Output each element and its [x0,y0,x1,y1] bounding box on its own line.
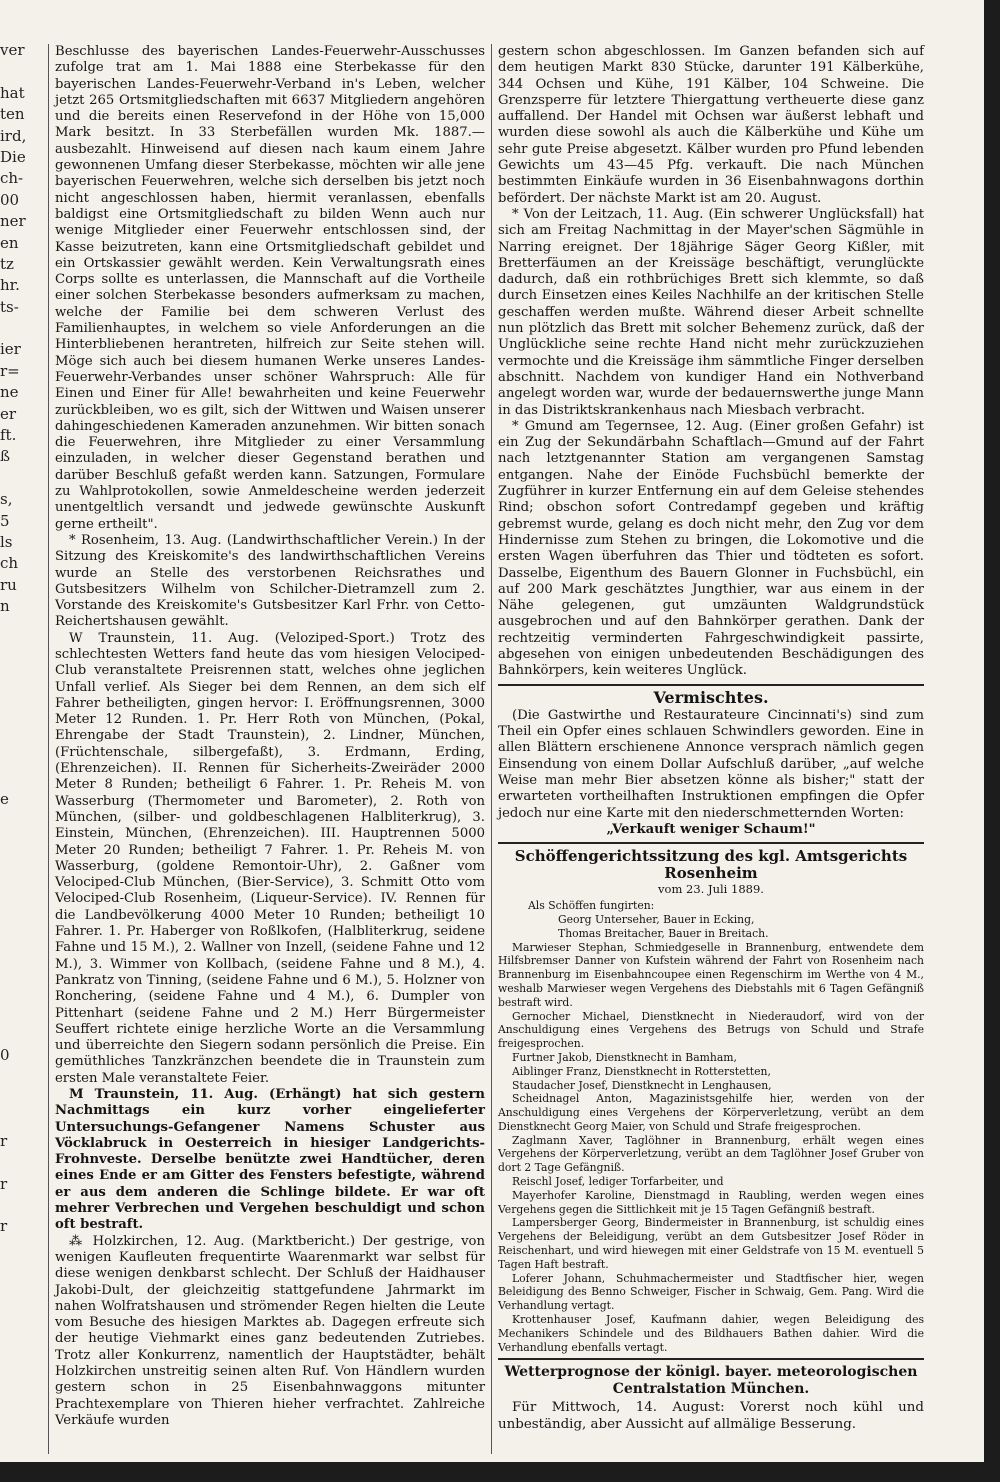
column-rule-middle [491,44,492,1454]
prev-column-line: ten [0,105,25,124]
prev-column-line [0,61,22,82]
prev-column-line [0,874,22,895]
prev-column-line: ru [0,575,17,594]
section-divider [498,842,924,844]
court-case: Zaglmann Xaver, Taglöhner in Brannenburg, erhält wegen eines Vergehens der Körperverletzung, verübt an dem Taglöhner Josef Gruber von dort 2 Tage Gefängniß. [498,1133,924,1175]
article-cincinnati: (Die Gastwirthe und Restaurateure Cincinnati's) sind zum Theil ein Opfer eines schlauen Schwindlers geworden. Eine in allen Blättern erschienene Annonce versprach nämlich gegen Einsendung von einem Dollar Aufschluß darüber, „auf welche Weise man mehr Bier absetzen könne als bisher;" statt der erwarteten vortheilhaften Instruktionen empfingen die Opfer jedoch nur eine Karte mit den niederschmetternden Worten: [498,707,924,821]
article-gmund-zug: * Gmund am Tegernsee, 12. Aug. (Einer großen Gefahr) ist ein Zug der Sekundärbahn Schaftlach—Gmund auf der Fahrt nach letztgenannter Station am vergangenen Samstag entgangen. Nahe der Einöde Fuchsbüchl bemerkte der Zugführer in kurzer Entfernung ein auf dem Geleise stehendes Rind; obschon sofort Contredampf gegeben und kräftig gebremst wurde, gelang es doch nicht mehr, den Zug vor dem Hindernisse zum Stehen zu bringen, die Lokomotive und die ersten Wagen überfuhren das Thier und tödteten es sofort. Dasselbe, Eigenthum des Bauern Glonner in Fuchsbüchl, ein auf 200 Mark geschätztes Jungthier, war aus einem in der Nähe gelegenen, gut umzäunten Waldgrundstück ausgebrochen und auf den Bahnkörper gerathen. Dank der rechtzeitig verminderten Fahrgeschwindigkeit passirte, abgesehen von einigen unbedeutenden Beschädigungen des Bahnkörpers, kein weiteres Unglück. [498,418,924,679]
section-title-schoeffengericht: Schöffengerichtssitzung des kgl. Amtsgerichts Rosenheim [514,847,908,882]
prev-column-line [0,618,22,639]
prev-column-line: ier [0,340,21,359]
court-case: Aiblinger Franz, Dienstknecht in Rotterstetten, [512,1064,771,1078]
schoeffen-cases [498,941,924,1355]
court-case: Marwieser Stephan, Schmiedgeselle in Brannenburg, entwendete dem Hilfsbremser Danner von Kufstein während der Fahrt von Rosenheim nach Brannenburg im Eisenbahncoupee einen Regenschirm im Werthe von 4 M., weshalb Marwieser wegen Vergehens des Diebstahls mit 6 Tagen Gefängniß bestraft wird. [498,940,924,1009]
prev-column-line: ird, [0,126,27,145]
prev-column-line: ts- [0,297,19,316]
prev-column-line: er [0,404,17,423]
prev-column-line [0,703,22,724]
court-case: Lampersberger Georg, Bindermeister in Brannenburg, ist schuldig eines Vergehens der Beleidigung, verübt an dem Gutsbesitzer Josef Röder in Reischenhart, und wird hiewegen mit einer Geldstrafe von 15 M. eventuell 5 Tagen Haft bestraft. [498,1216,924,1271]
prev-column-line [0,810,22,831]
schoeffe-name: Thomas Breitacher, Bauer in Breitach. [558,926,769,940]
prev-column-line: hat [0,83,25,102]
article-leitzach-unfall: * Von der Leitzach, 11. Aug. (Ein schwerer Unglücksfall) hat sich am Freitag Nachmittag in der Mayer'schen Sägmühle in Narring ereignet. Der 18jährige Säger Georg Kißler, mit Bretterfäumen an der Kreissäge beschäftigt, verunglückte dadurch, daß ein rothbrüchiges Brett sich klemmte, so daß durch Einsetzen eines Keiles Nachhilfe an der kritischen Stelle geschaffen werden mußte. Während dieser Arbeit schnellte nun plötzlich das Brett mit solcher Behemenz zurück, daß der Unglückliche seine rechte Hand nicht mehr zurückzuziehen vermochte und die Kreissäge ihm sämmtliche Finger derselben abschnitt. Nachdem von kundiger Hand ein Nothverband angelegt worden war, wurde der bedauernswerthe junge Mann in das Distriktskrankenhaus nach Miesbach verbracht. [498,206,924,418]
prev-column-line: r= [0,361,20,380]
schoeffengericht-date: vom 23. Juli 1889. [658,881,764,896]
schoeffengericht-body [498,899,924,1354]
court-case: Loferer Johann, Schuhmachermeister und Stadtfischer hier, wegen Beleidigung des Benno Schweiger, Fischer in Schwaig, Gem. Pang. Wird die Verhandlung vertagt. [498,1271,924,1313]
court-case: Furtner Jakob, Dienstknecht in Bamham, [512,1050,737,1064]
prev-column-line: ft. [0,426,17,445]
prev-column-line [0,896,22,917]
court-case: Reischl Josef, lediger Torfarbeiter, und [512,1175,724,1189]
prev-column-line: e [0,789,9,808]
prev-column-line: tz [0,254,14,273]
prev-column-line: 00 [0,190,20,209]
prev-column-line [0,938,22,959]
prev-column-line [0,917,22,938]
prev-column-line [0,468,22,489]
court-case: Scheidnagel Anton, Magazinistsgehilfe hier, werden von der Anschuldigung eines Vergehens der Körperverletzung, verübt an dem Dienstknecht Georg Maier, von Schuld und Strafe freigesprochen. [498,1092,924,1133]
prev-column-line [0,1003,22,1024]
prev-column-line [0,767,22,788]
prev-column-line: hr. [0,276,20,295]
article-traunstein-velociped: W Traunstein, 11. Aug. (Veloziped-Sport.) Trotz des schlechtesten Wetters fand heute das vom hiesigen Velociped-Club veranstaltete Preisrennen statt, welches ohne jeglichen Unfall verlief. Als Sieger bei dem Rennen, an dem sich elf Fahrer betheiligten, gingen hervor: I. Eröffnungsrennen, 3000 Meter 12 Runden. 1. Pr. Herr Roth von München, (Pokal, Ehrengabe der Stadt Traunstein), 2. Lindner, München, (Früchtenschale, silbergefaßt), 3. Erdmann, Erding, (Ehrenzeichen). II. Rennen für Sicherheits-Zweiräder 2000 Meter 8 Runden; betheiligt 6 Fahrer. 1. Pr. Reheis M. von Wasserburg (Thermometer und Barometer), 2. Roth von München, (silber- und goldbeschlagenen Halbliterkrug), 3. Einstein, München, (Ehrenzeichen). III. Hauptrennen 5000 Meter 20 Runden; betheiligt 7 Fahrer. 1. Pr. Reheis M. von Wasserburg, (goldene Remontoir-Uhr), 2. Gaßner vom Velociped-Club München, (Bier-Service), 3. Schmitt Otto vom Velociped-Club Rosenheim, (Liqueur-Service). IV. Rennen für die Landbevölkerung 4000 Meter 10 Runden; betheiligt 10 Fahrer. 1. Pr. Haberger von Roßlkofen, (Halbliterkrug, seidene Fahne und 15 M.), 2. Wallner von Inzell, (seidene Fahne und 12 M.), 3. Wimmer von Kollbach, (seidene Fahne und 8 M.), 4. Pankratz von Tinning, (seidene Fahne und 6 M.), 5. Holzner von Ronchering, (seidene Fahne und 4 M.), 6. Dumpler von Pittenhart (seidene Fahne und 2 M.) Herr Bürgermeister Seuffert richtete einige herzliche Worte an die Versammlung und überreichte den Siegern sodann persönlich die Preise. Ein gemüthliches Tanzkränzchen beendete die in Traunstein zum ersten Male veranstaltete Feier. [55,630,485,1086]
prev-column-line [0,725,22,746]
prev-column-line [0,746,22,767]
schoeffen-intro: Als Schöffen fungirten: [528,899,655,913]
prev-column-line: 5 [0,511,10,530]
prev-column-line [0,1152,22,1173]
court-case: Gernocher Michael, Dienstknecht in Niederaudorf, wird von der Anschuldigung eines Vergehens des Betrugs von Schuld und Strafe freigesprochen. [498,1009,924,1051]
prev-column-line: ls [0,532,13,551]
prev-column-line [0,1067,22,1088]
prev-column-line [0,1195,22,1216]
prev-column-line [0,1024,22,1045]
prev-column-line [0,960,22,981]
prev-column-line: ver [0,41,25,59]
column-left [55,44,485,1429]
prev-column-line: r [0,1174,8,1193]
prev-column-line: n [0,597,10,616]
schoeffe-name: Georg Unterseher, Bauer in Ecking, [558,912,755,926]
prev-column-line: Die [0,147,26,166]
section-title-wetterprognose: Wetterprognose der königl. bayer. meteorologischen Centralstation München. [504,1364,918,1398]
article-feuerwehr-sterbekasse: Beschlusse des bayerischen Landes-Feuerwehr-Ausschusses zufolge trat am 1. Mai 1888 eine Sterbekasse für den bayerischen Landes-Feuerwehr-Verband in's Leben, welcher jetzt 265 Ortsmitgliedschaften mit 6637 Mitgliedern angehören und die bereits einen Reservefond in der Höhe von 15,000 Mark besitzt. In 33 Sterbefällen wurden Mk. 1887.— ausbezahlt. Hinweisend auf diesen nach kaum einem Jahre gewonnenen Umfang dieser Sterbekasse, möchten wir alle jene bayerischen Feuerwehren, welche sich derselben bis jetzt noch nicht angeschlossen haben, hiermit veranlassen, ebenfalls baldigst eine Ortsmitgliedschaft zu bilden Wenn auch nur wenige Mitglieder einer Feuerwehr entschlossen sind, der Kasse beizutreten, kann eine Ortsmitgliedschaft gebildet und ein Ortskassier gewählt werden. Kein Verwaltungsrath eines Corps sollte es unterlassen, die Mannschaft auf die Vortheile einer solchen Sterbekasse besonders aufmerksam zu machen, welche der Familie bei dem schweren Verlust des Familienhauptes, in welchem so viele Anforderungen an die Hinterbliebenen herantreten, hilfreich zur Seite stehen will. Möge sich auch bei diesem humanen Werke unseres Landes-Feuerwehr-Verbandes unser schöner Wahrspruch: Alle für Einen und Einer für Alle! bewahrheiten und keine Feuerwehr zurückbleiben, wo es gilt, sich der Wittwen und Waisen unserer dahingeschiedenen Kameraden anzunehmen. Wir bitten sonach die Feuerwehren, ihre Mitglieder zu einer Versammlung einzuladen, in welcher dieser Gegenstand berathen und darüber Beschluß gefaßt werden kann. Satzungen, Formulare zu Wahlprotokollen, sowie Anmeldescheine werden jederzeit unentgeltlich versandt und jedwede gewünschte Auskunft gerne ertheilt". [55,44,485,532]
article-cincinnati-punchline: „Verkauft weniger Schaum!" [606,821,816,837]
prev-column-line [0,660,22,681]
prev-column-line [0,1088,22,1109]
prev-column-line: r [0,1131,8,1150]
article-holzkirchen-markt: ⁂ Holzkirchen, 12. Aug. (Marktbericht.) Der gestrige, von wenigen Kaufleuten frequentirte Waarenmarkt war selbst für diese wenigen denkbarst schlecht. Der Schluß der Haidhauser Jakobi-Dult, der gleichzeitig stattgefundene Jahrmarkt im nahen Wolfratshausen und strömender Regen hielten die Leute vom Besuche des hiesigen Marktes ab. Dagegen erfreute sich der heutige Viehmarkt eines ganz bedeutenden Zutriebes. Trotz aller Konkurrenz, namentlich der Hauptstädter, behält Holzkirchen unstreitig seinen alten Ruf. Von Händlern wurden gestern schon in 25 Eisenbahnwaggons mitunter Prachtexemplare von Thieren hieher verfrachtet. Zahlreiche Verkäufe wurden [55,1233,485,1428]
prev-column-line [0,318,22,339]
prev-column-line: 0 [0,1046,10,1065]
schoeffen-names [498,913,924,941]
column-rule-left [48,44,49,1454]
section-divider [498,684,924,686]
prev-column-line [0,1110,22,1131]
section-divider [498,1358,924,1360]
article-holzkirchen-markt-cont: gestern schon abgeschlossen. Im Ganzen befanden sich auf dem heutigen Markt 830 Stücke, darunter 191 Kälberkühe, 344 Ochsen und Kühe, 191 Kälber, 104 Schweine. Die Grenzsperre für letztere Thiergattung vertheuerte diese ganz auffallend. Der Handel mit Ochsen war äußerst lebhaft und wurden diese sowohl als auch die Kälberkühe und Kühe um sehr gute Preise abgesetzt. Kälber wurden pro Pfund lebenden Gewichts um 43—45 Pfg. verkauft. Die nach München bestimmten Einkäufe wurden in 36 Eisenbahnwagons dorthin befördert. Der nächste Markt ist am 20. August. [498,44,924,206]
prev-column-line: ne [0,383,19,402]
prev-column-line [0,981,22,1002]
prev-column-line: ch- [0,169,24,188]
prev-column-line: en [0,233,19,252]
section-title-vermischtes: Vermischtes. [653,687,769,707]
prev-column-line: ner [0,212,26,231]
prev-column-line [0,831,22,852]
prev-column-line: r [0,1217,8,1236]
prev-column-line: ch [0,554,19,573]
article-rosenheim-verein: * Rosenheim, 13. Aug. (Landwirthschaftlicher Verein.) In der Sitzung des Kreiskomite's des landwirthschaftlichen Vereins wurde an Stelle des verstorbenen Reichsrathes und Gutsbesitzers Wilhelm von Schilcher-Dietramzell zum 2. Vorstande des Kreiskomite's Gutsbesitzer Karl Frhr. von Cetto-Reichertshausen gewählt. [55,532,485,630]
prev-column-line: s, [0,490,13,509]
prev-column-line: ß [0,447,11,466]
previous-column-fragment [0,40,27,1238]
prev-column-line [0,682,22,703]
court-case: Krottenhauser Josef, Kaufmann dahier, wegen Beleidigung des Mechanikers Schindele und des Bildhauers Bathen dahier. Wird die Verhandlung ebenfalls vertagt. [498,1313,924,1354]
prev-column-line [0,639,22,660]
weather-forecast: Für Mittwoch, 14. August: Vorerst noch kühl und unbeständig, aber Aussicht auf allmälige Besserung. [498,1400,924,1432]
court-case: Mayerhofer Karoline, Dienstmagd in Raubling, werden wegen eines Vergehens gegen die Sittlichkeit mit je 15 Tagen Gefängniß bestraft. [498,1188,924,1216]
column-right [498,44,924,1433]
court-case: Staudacher Josef, Dienstknecht in Lenghausen, [512,1078,772,1092]
article-traunstein-erhaengt: M Traunstein, 11. Aug. (Erhängt) hat sich gestern Nachmittags ein kurz vorher eingelieferter Untersuchungs-Gefangener Namens Schuster aus Vöcklabruck in Oesterreich in hiesiger Landgerichts-Frohnveste. Derselbe benützte zwei Handtücher, deren eines Ende er am Gitter des Fensters befestigte, während er aus dem anderen die Schlinge bildete. Er war oft mehrer Verbrechen und Vergehen beschuldigt und schon oft bestraft. [55,1087,485,1233]
prev-column-line [0,853,22,874]
